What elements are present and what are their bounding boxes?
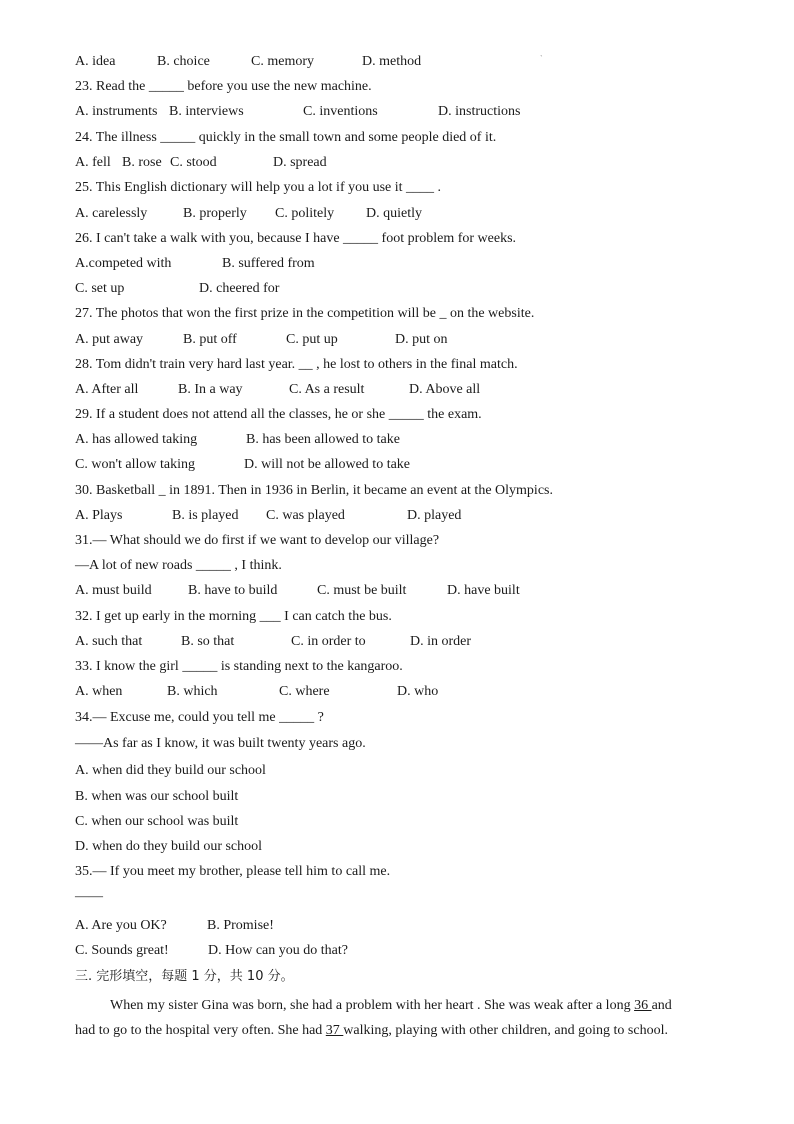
q29-option-c: C. won't allow taking xyxy=(75,457,195,472)
q25-stem: 25. This English dictionary will help you a lot if you use it ____ . xyxy=(75,180,442,195)
q27-option-a: A. put away xyxy=(75,332,144,347)
q24-option-a: A. fell xyxy=(75,155,111,170)
passage-text: and xyxy=(651,998,672,1013)
q34-stem: 34.— Excuse me, could you tell me _____ ? xyxy=(75,710,324,725)
q26-stem: 26. I can't take a walk with you, because I have _____ foot problem for weeks. xyxy=(75,231,517,246)
q24-option-b: B. rose xyxy=(122,155,162,170)
q32-option-a: A. such that xyxy=(75,634,143,649)
q25-option-c: C. politely xyxy=(275,206,335,221)
q35-option-d: D. How can you do that? xyxy=(208,943,348,958)
q34-option-a: A. when did they build our school xyxy=(75,763,266,778)
passage-text: had to go to the hospital very often. She had xyxy=(75,1023,326,1038)
q30-option-d: D. played xyxy=(407,508,462,523)
q35-option-b: B. Promise! xyxy=(207,918,274,933)
q26-option-c: C. set up xyxy=(75,281,125,296)
q33-stem: 33. I know the girl _____ is standing next to the kangaroo. xyxy=(75,659,403,674)
q35-option-a: A. Are you OK? xyxy=(75,918,167,933)
q22-option-b: B. choice xyxy=(157,54,210,69)
q23-option-a: A. instruments xyxy=(75,104,158,119)
q22-option-d: D. method xyxy=(362,54,422,69)
q24-option-c: C. stood xyxy=(170,155,217,170)
q33-option-d: D. who xyxy=(397,684,439,699)
q30-option-b: B. is played xyxy=(172,508,239,523)
q29-stem: 29. If a student does not attend all the classes, he or she _____ the exam. xyxy=(75,407,482,422)
q33-option-b: B. which xyxy=(167,684,218,699)
q31-option-a: A. must build xyxy=(75,583,152,598)
q22-option-c: C. memory xyxy=(251,54,314,69)
q27-stem: 27. The photos that won the first prize in the competition will be _ on the website. xyxy=(75,306,535,321)
q28-option-c: C. As a result xyxy=(289,382,365,397)
passage-line-1 xyxy=(110,993,760,1018)
q25-option-d: D. quietly xyxy=(366,206,422,221)
q31-reply: —A lot of new roads _____ , I think. xyxy=(75,558,282,573)
q28-option-a: A. After all xyxy=(75,382,139,397)
q24-option-d: D. spread xyxy=(273,155,327,170)
section-heading: 三. 完形填空，每题 1 分，共 10 分。 xyxy=(75,969,294,984)
q35-stem: 35.— If you meet my brother, please tell him to call me. xyxy=(75,864,391,879)
q32-option-c: C. in order to xyxy=(291,634,366,649)
blank-36: 36 xyxy=(634,998,652,1013)
q28-option-d: D. Above all xyxy=(409,382,481,397)
blank-37: 37 xyxy=(325,1023,344,1038)
q23-option-b: B. interviews xyxy=(169,104,244,119)
q32-option-d: D. in order xyxy=(410,634,472,649)
q31-option-b: B. have to build xyxy=(188,583,278,598)
q23-option-c: C. inventions xyxy=(303,104,378,119)
q29-option-a: A. has allowed taking xyxy=(75,432,198,447)
q31-option-c: C. must be built xyxy=(317,583,407,598)
q27-option-b: B. put off xyxy=(183,332,237,347)
q26-option-d: D. cheered for xyxy=(199,281,280,296)
q35-option-c: C. Sounds great! xyxy=(75,943,169,958)
passage-line-2 xyxy=(75,1018,725,1043)
q34-reply: ——As far as I know, it was built twenty years ago. xyxy=(75,736,366,751)
passage-text: walking, playing with other children, and going to school. xyxy=(343,1023,668,1038)
q24-stem: 24. The illness _____ quickly in the small town and some people died of it. xyxy=(75,130,497,145)
q23-option-d: D. instructions xyxy=(438,104,521,119)
q29-option-b: B. has been allowed to take xyxy=(246,432,400,447)
q33-option-c: C. where xyxy=(279,684,330,699)
q30-option-a: A. Plays xyxy=(75,508,123,523)
q27-option-d: D. put on xyxy=(395,332,448,347)
q26-option-b: B. suffered from xyxy=(222,256,315,271)
q35-reply: —— xyxy=(75,889,103,904)
q25-option-a: A. carelessly xyxy=(75,206,148,221)
corner-mark: ` xyxy=(540,54,543,63)
q30-option-c: C. was played xyxy=(266,508,345,523)
q31-option-d: D. have built xyxy=(447,583,520,598)
q27-option-c: C. put up xyxy=(286,332,338,347)
q25-option-b: B. properly xyxy=(183,206,247,221)
q34-option-d: D. when do they build our school xyxy=(75,839,263,854)
q31-stem: 31.— What should we do first if we want to develop our village? xyxy=(75,533,440,548)
q28-option-b: B. In a way xyxy=(178,382,243,397)
q32-option-b: B. so that xyxy=(181,634,235,649)
q28-stem: 28. Tom didn't train very hard last year. __ , he lost to others in the final match. xyxy=(75,357,518,372)
q26-option-a: A.competed with xyxy=(75,256,172,271)
q32-stem: 32. I get up early in the morning ___ I can catch the bus. xyxy=(75,609,392,624)
q23-stem: 23. Read the _____ before you use the new machine. xyxy=(75,79,372,94)
passage-text: When my sister Gina was born, she had a problem with her heart . She was weak after a long xyxy=(110,998,635,1013)
q34-option-c: C. when our school was built xyxy=(75,814,239,829)
q30-stem: 30. Basketball _ in 1891. Then in 1936 in Berlin, it became an event at the Olympics. xyxy=(75,483,553,498)
q33-option-a: A. when xyxy=(75,684,123,699)
q22-option-a: A. idea xyxy=(75,54,116,69)
q34-option-b: B. when was our school built xyxy=(75,789,239,804)
q29-option-d: D. will not be allowed to take xyxy=(244,457,411,472)
